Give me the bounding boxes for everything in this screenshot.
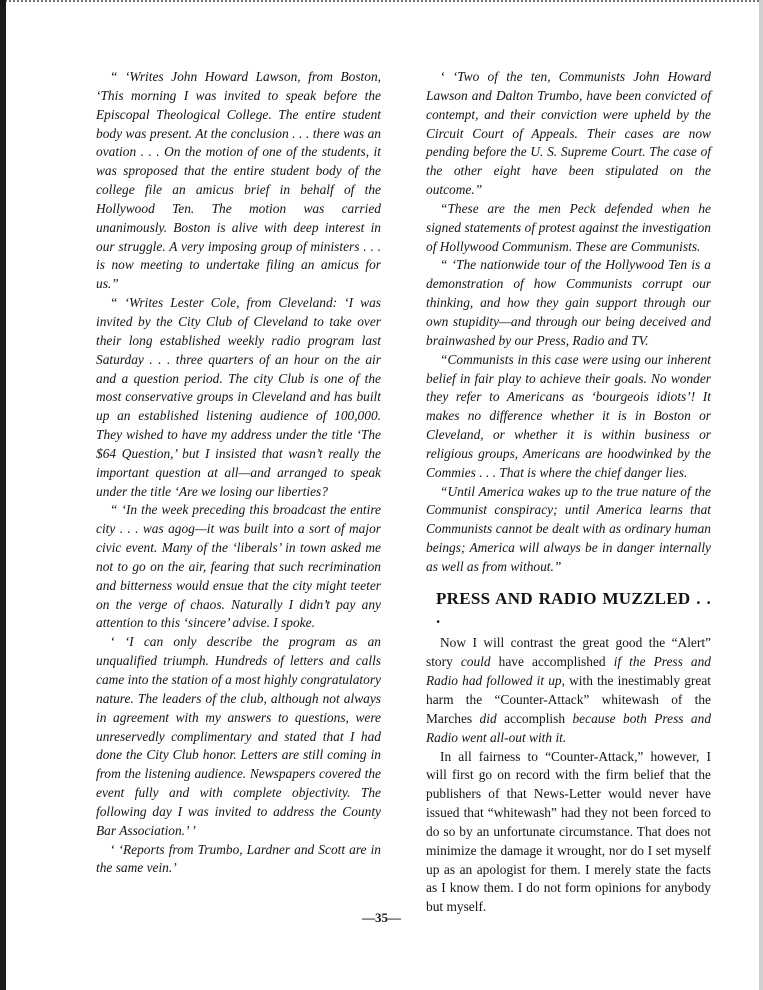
text-run-italic: did: [479, 710, 497, 726]
quote-nationwide-tour: “ ‘The nationwide tour of the Hollywood Ten is a demonstration of how Communists corrupt our thinking, and how they gain support through our own stupidity—and through our being deceived and brainwashed by our Press, Radio and TV.: [426, 257, 711, 348]
text-run-italic: if the Press and Radio had followed it up,: [426, 654, 711, 689]
page-number: —35—: [362, 910, 401, 925]
quote-week-preceding: “ ‘In the week preceding this broadcast the entire city . . . was agog—it was built into a sort of major civic event. Many of the ‘liberals’ in town asked me not to go on the air, fearing that such recrimination and bitterness would ensue that the city might teeter on the verge of chaos. Naturally I didn’t pay any attention to this ‘sincere’ advise. I spoke.: [96, 502, 381, 631]
text-run: with the inestimably great harm the “Counter-Attack” whitewash of the Marches: [426, 673, 711, 726]
left-column: [96, 68, 381, 878]
text-run: have accomplished: [490, 654, 614, 670]
section-heading: PRESS AND RADIO MUZZLED . . .: [436, 588, 711, 627]
text-run-italic: because both Press and Radio went all-out with it.: [426, 710, 712, 745]
text-run: Now I will contrast the great good the “Alert” story: [426, 635, 711, 670]
paragraph-contrast: [426, 634, 711, 747]
quote-fair-play: “Communists in this case were using our inherent belief in fair play to achieve their goals. No wonder they refer to Americans as ‘bourgeois idiots’! It makes no difference whether it is in Boston or Cleveland, or whether it is within business or religious groups, Americans are hoodwinked by the Commies . . . That is where the chief danger lies.: [426, 351, 711, 480]
quote-peck: “These are the men Peck defended when he signed statements of protest against the investigation of Hollywood Communism. These are Communists.: [426, 200, 711, 254]
quote-unqualified-triumph: ‘ ‘I can only describe the program as an unqualified triumph. Hundreds of letters and calls came into the station of a most highly congratulatory nature. The leaders of the club, although not always in agreement with my answers to questions, were unreservedly complimentary and stated that I had done the City Club honor. Letters are still coming in from the listening audience. Newspapers covered the event fully and with complete objectivity. The following day I was invited to address the County Bar Association.’ ’: [96, 634, 381, 838]
paragraph-fairness: In all fairness to “Counter-Attack,” however, I will first go on record with the firm belief that the publishers of that News-Letter would never have issued that “whitewash” had they not been forced to do so by an unfortunate circumstance. That does not minimize the damage it wrought, nor do I set myself up as an apologist for them. I merely state the facts as I know them. I do not form opinions for anybody but myself.: [426, 748, 711, 915]
top-dotted-rule: [0, 0, 763, 5]
right-column: [426, 68, 711, 917]
right-scan-edge: [759, 0, 763, 990]
text-run-italic: could: [460, 654, 491, 670]
quote-until-america: “Until America wakes up to the true nature of the Communist conspiracy; until America learns that Communists cannot be dealt with as ordinary human beings; America will always be in danger internally as well as from without.”: [426, 483, 711, 574]
text-run: accomplish: [496, 710, 573, 726]
quote-cole: “ ‘Writes Lester Cole, from Cleveland: ‘I was invited by the City Club of Cleveland to take over their long established weekly radio program last Saturday . . . three quarters of an hour on the air and a question period. The city Club is one of the most conservative groups in Cleveland and has built up an established listening audience of 100,000. They wished to have my address under the title ‘The $64 Question,’ but I insisted that wasn’t really the important question at all—and arranged to speak under the title ‘Are we losing our liberties?: [96, 295, 381, 499]
quote-two-of-ten: ‘ ‘Two of the ten, Communists John Howard Lawson and Dalton Trumbo, have been convicted of contempt, and their conviction were upheld by the Circuit Court of Appeals. Their cases are now pending before the U. S. Supreme Court. The case of the other eight have been stipulated on the outcome.”: [426, 69, 711, 198]
quote-lawson: “ ‘Writes John Howard Lawson, from Boston, ‘This morning I was invited to speak before the Episcopal Theological College. The entire student body was present. At the conclusion . . . there was an ovation . . . On the motion of one of the students, it was sproposed that the entire student body of the college file an amicus brief in behalf of the Hollywood Ten. The motion was carried unanimously. Boston is alive with deep interest in our struggle. A very imposing group of ministers . . . is now meeting to undertake filing an amicus for us.”: [96, 69, 381, 292]
left-scan-edge: [0, 0, 6, 990]
quote-reports: ‘ ‘Reports from Trumbo, Lardner and Scott are in the same vein.’: [96, 841, 381, 876]
